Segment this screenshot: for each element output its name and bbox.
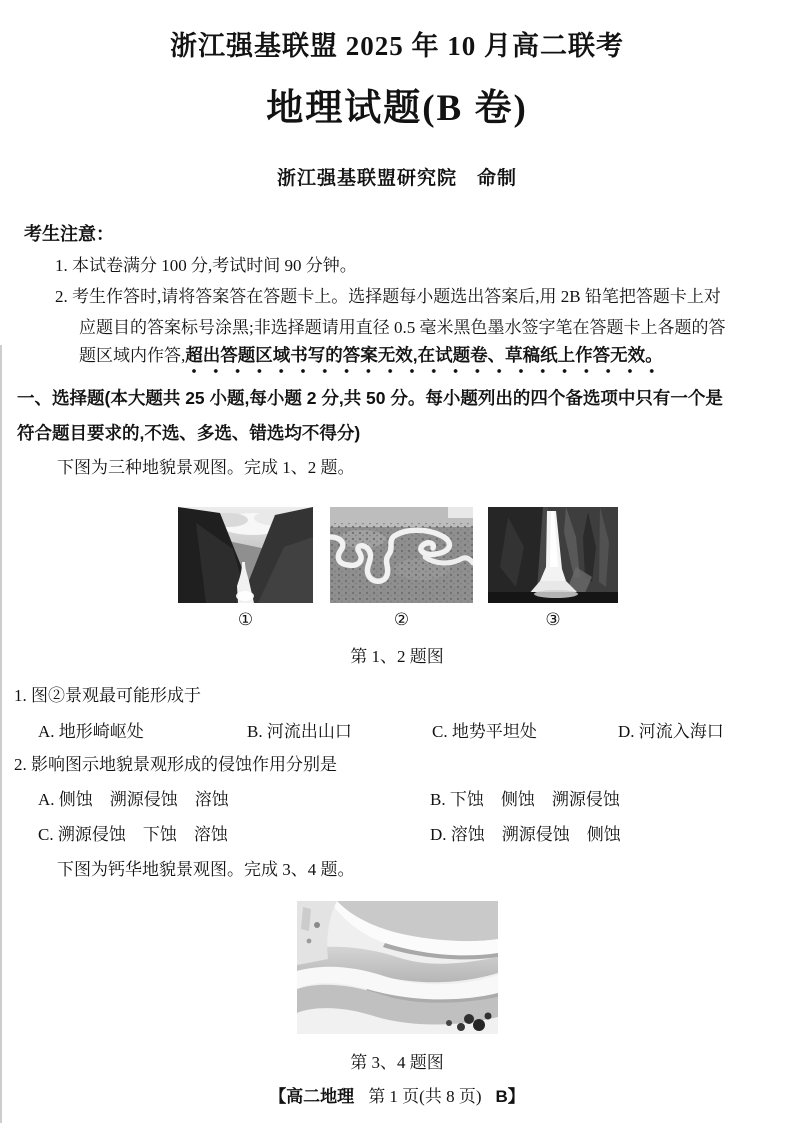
page-footer bbox=[0, 1086, 794, 1107]
emphasized-warning-text: 超出答题区域书写的答案无效,在试题卷、草稿纸上作答无效。 bbox=[185, 345, 662, 374]
travertine-terraces-photo bbox=[297, 901, 498, 1039]
figure-label-2: ② bbox=[393, 610, 410, 629]
figure-label-1: ① bbox=[237, 610, 254, 629]
travertine-photo-illustration bbox=[297, 901, 498, 1034]
question-1-option-d: D. 河流入海口 bbox=[618, 722, 724, 741]
question-intro-1-2: 下图为三种地貌景观图。完成 1、2 题。 bbox=[57, 458, 355, 477]
section-one-heading-line1: 一、选择题(本大题共 25 小题,每小题 2 分,共 50 分。每小题列出的四个备选项中只有一个是 bbox=[17, 388, 723, 408]
notice-item-1: 1. 本试卷满分 100 分,考试时间 90 分钟。 bbox=[55, 256, 357, 275]
question-1-option-c: C. 地势平坦处 bbox=[432, 722, 537, 741]
question-2-option-a: A. 侧蚀 溯源侵蚀 溶蚀 bbox=[38, 790, 229, 809]
paper-title: 地理试题(B 卷) bbox=[266, 88, 528, 129]
footer-page-number: 第 1 页(共 8 页) bbox=[368, 1087, 482, 1106]
question-2-option-d: D. 溶蚀 溯源侵蚀 侧蚀 bbox=[430, 825, 621, 844]
scan-artifact-line bbox=[0, 345, 2, 1123]
meander-photo-illustration bbox=[330, 507, 473, 603]
gorge-photo-illustration bbox=[178, 507, 313, 603]
notice-heading: 考生注意： bbox=[24, 224, 114, 244]
notice-item-2-line3 bbox=[79, 345, 663, 367]
figure-label-3: ③ bbox=[545, 610, 561, 629]
question-intro-3-4: 下图为钙华地貌景观图。完成 3、4 题。 bbox=[57, 860, 355, 879]
figure-caption-1-2: 第 1、2 题图 bbox=[350, 647, 444, 666]
question-2-stem: 2. 影响图示地貌景观形成的侵蚀作用分别是 bbox=[14, 755, 337, 774]
byline: 浙江强基联盟研究院 命制 bbox=[276, 168, 517, 189]
waterfall-photo-illustration bbox=[488, 507, 618, 603]
figure-caption-3-4: 第 3、4 题图 bbox=[350, 1053, 444, 1072]
meandering-river-photo bbox=[330, 507, 473, 603]
question-2-option-c: C. 溯源侵蚀 下蚀 溶蚀 bbox=[38, 825, 228, 844]
question-1-option-b: B. 河流出山口 bbox=[247, 722, 352, 741]
notice-item-2-line2: 应题目的答案标号涂黑;非选择题请用直径 0.5 毫米黑色墨水签字笔在答题卡上各题的答 bbox=[79, 318, 726, 337]
question-1-option-a: A. 地形崎岖处 bbox=[38, 722, 144, 741]
waterfall-photo bbox=[488, 507, 618, 603]
notice-item-2-line3-prefix: 题区域内作答, bbox=[79, 346, 186, 365]
question-2-option-b: B. 下蚀 侧蚀 溯源侵蚀 bbox=[430, 790, 620, 809]
notice-item-2-line1: 2. 考生作答时,请将答案答在答题卡上。选择题每小题选出答案后,用 2B 铅笔把答题卡上对 bbox=[55, 287, 721, 306]
question-1-stem: 1. 图②景观最可能形成于 bbox=[14, 686, 201, 705]
v-shaped-gorge-photo bbox=[178, 507, 313, 603]
exam-title: 浙江强基联盟 2025 年 10 月高二联考 bbox=[170, 31, 624, 61]
footer-subject: 【高二地理 bbox=[269, 1087, 355, 1106]
footer-paper-code: B】 bbox=[495, 1087, 525, 1106]
section-one-heading-line2: 符合题目要求的,不选、多选、错选均不得分) bbox=[17, 423, 361, 443]
